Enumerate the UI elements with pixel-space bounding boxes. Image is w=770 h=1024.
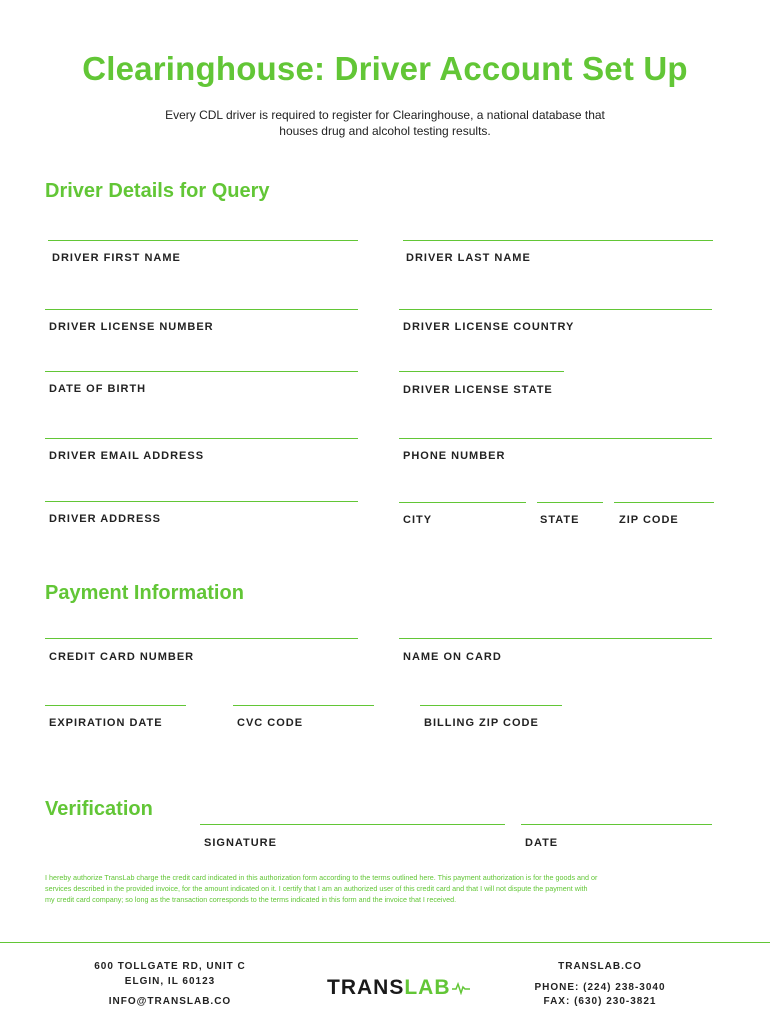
- license-country-label: DRIVER LICENSE COUNTRY: [403, 321, 575, 333]
- dob-field[interactable]: [45, 371, 358, 372]
- license-number-label: DRIVER LICENSE NUMBER: [49, 321, 214, 333]
- signature-field[interactable]: [200, 824, 505, 825]
- last-name-label: DRIVER LAST NAME: [406, 252, 531, 264]
- date-field[interactable]: [521, 824, 712, 825]
- translab-logo: [327, 976, 470, 1000]
- city-label: CITY: [403, 514, 433, 526]
- footer-divider: [0, 942, 770, 943]
- authorization-line-1: I hereby authorize TransLab charge the credit card indicated in this authorization form according to the terms outlined here. This payment authorization is for the goods and or: [45, 873, 598, 882]
- footer-email-link[interactable]: INFO@TRANSLAB.CO: [108, 996, 232, 1007]
- state-field[interactable]: [537, 502, 603, 503]
- first-name-field[interactable]: [48, 240, 358, 241]
- authorization-text: [45, 872, 705, 905]
- state-label: STATE: [540, 514, 580, 526]
- expiration-field[interactable]: [45, 705, 186, 706]
- expiration-label: EXPIRATION DATE: [49, 717, 163, 729]
- billing-zip-field[interactable]: [420, 705, 562, 706]
- heartbeat-icon: [452, 981, 470, 995]
- billing-zip-label: BILLING ZIP CODE: [424, 717, 539, 729]
- page-title: Clearinghouse: Driver Account Set Up: [82, 50, 688, 87]
- footer-address-line-2: ELGIN, IL 60123: [124, 976, 216, 987]
- address-field[interactable]: [45, 501, 358, 502]
- card-number-label: CREDIT CARD NUMBER: [49, 651, 195, 663]
- date-label: DATE: [525, 837, 559, 849]
- intro-text: [120, 107, 650, 139]
- cvc-field[interactable]: [233, 705, 374, 706]
- footer-phone: PHONE: (224) 238-3040: [534, 982, 666, 993]
- section-heading-verification: Verification: [45, 798, 153, 820]
- name-on-card-field[interactable]: [399, 638, 712, 639]
- name-on-card-label: NAME ON CARD: [403, 651, 502, 663]
- zip-field[interactable]: [614, 502, 714, 503]
- authorization-line-2: services described in the provided invoice, for the amount indicated on it. I certify that I am an authorized user of this credit card and that I will not dispute the payment with: [45, 884, 588, 893]
- email-label: DRIVER EMAIL ADDRESS: [49, 450, 205, 462]
- section-heading-payment: Payment Information: [45, 582, 244, 604]
- email-field[interactable]: [45, 438, 358, 439]
- logo-text-trans: TRANS: [327, 976, 405, 999]
- license-country-field[interactable]: [399, 309, 712, 310]
- logo-text-lab: LAB: [404, 976, 451, 999]
- phone-field[interactable]: [399, 438, 712, 439]
- license-state-field[interactable]: [399, 371, 564, 372]
- cvc-label: CVC CODE: [237, 717, 304, 729]
- signature-label: SIGNATURE: [204, 837, 277, 849]
- city-field[interactable]: [399, 502, 526, 503]
- dob-label: DATE OF BIRTH: [49, 383, 147, 395]
- license-number-field[interactable]: [45, 309, 358, 310]
- card-number-field[interactable]: [45, 638, 358, 639]
- intro-line-2: houses drug and alcohol testing results.: [279, 124, 491, 138]
- phone-label: PHONE NUMBER: [403, 450, 506, 462]
- authorization-line-3: my credit card company; so long as the transaction corresponds to the terms indicated in this form and the invoice that I received.: [45, 895, 457, 904]
- footer-fax: FAX: (630) 230-3821: [543, 996, 657, 1007]
- last-name-field[interactable]: [403, 240, 713, 241]
- zip-label: ZIP CODE: [619, 514, 679, 526]
- intro-line-1: Every CDL driver is required to register for Clearinghouse, a national database that: [165, 108, 605, 122]
- license-state-label: DRIVER LICENSE STATE: [403, 384, 553, 396]
- address-label: DRIVER ADDRESS: [49, 513, 161, 525]
- first-name-label: DRIVER FIRST NAME: [52, 252, 181, 264]
- section-heading-driver-details: Driver Details for Query: [45, 180, 270, 202]
- footer-address-line-1: 600 TOLLGATE RD, UNIT C: [94, 961, 246, 972]
- footer-website-link[interactable]: TRANSLAB.CO: [558, 961, 642, 972]
